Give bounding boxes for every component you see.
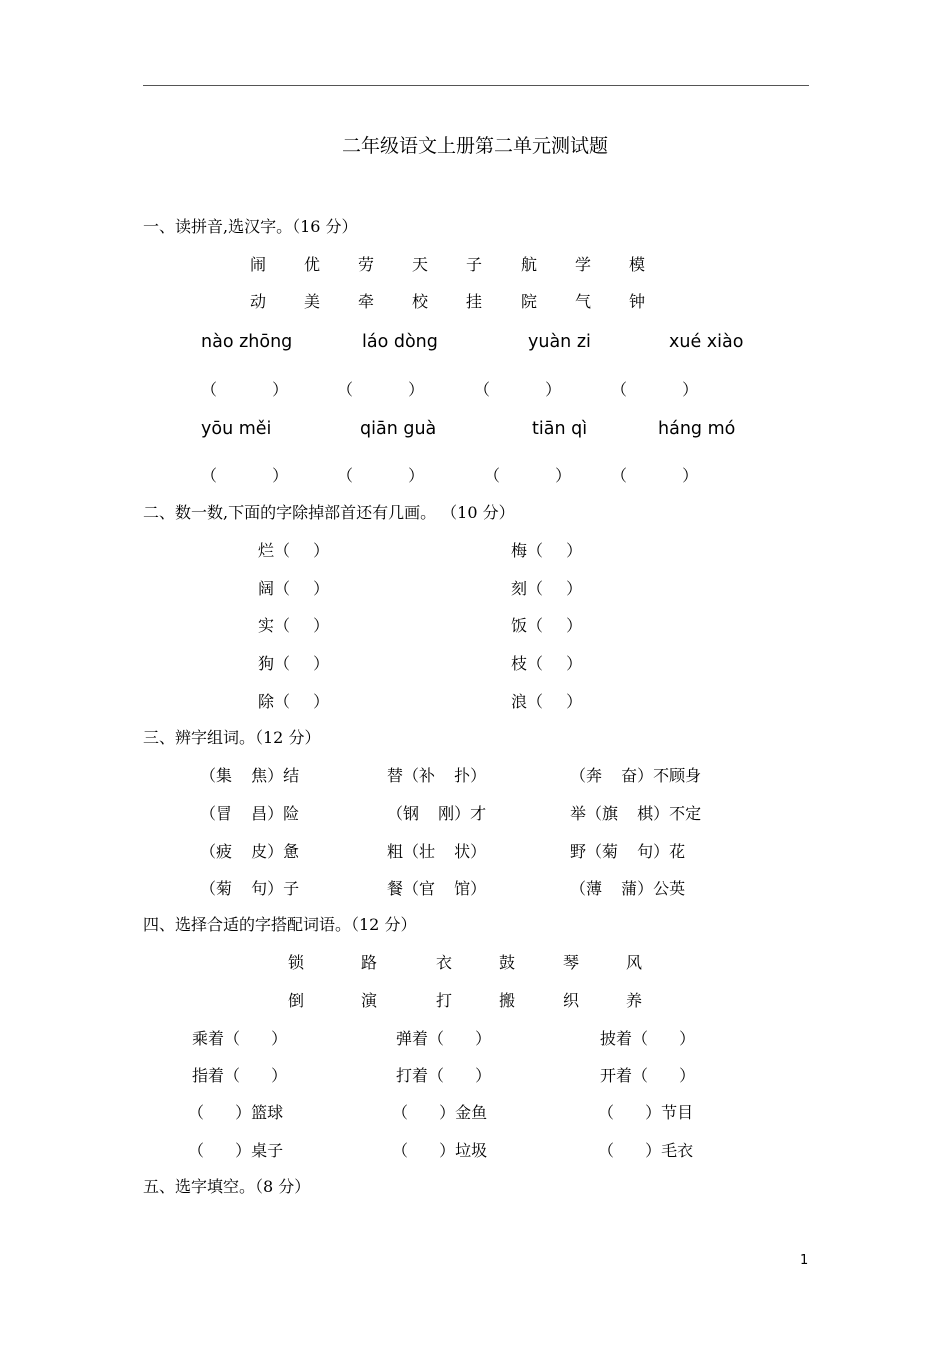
- page-number: 1: [800, 1253, 809, 1268]
- stroke-count-item[interactable]: 刻（ ）: [511, 579, 583, 598]
- char-option: 路: [361, 953, 378, 972]
- pinyin-prompt: xué xiào: [669, 332, 744, 352]
- match-item[interactable]: （ ）毛衣: [598, 1141, 694, 1160]
- word-choice-item[interactable]: 举（旗 棋）不定: [570, 804, 702, 823]
- char-option: 衣: [436, 953, 453, 972]
- section-5-heading: 五、选字填空。（8 分）: [143, 1177, 311, 1196]
- char-option: 倒: [288, 991, 305, 1010]
- word-choice-item[interactable]: （疲 皮）惫: [200, 842, 300, 861]
- match-item[interactable]: 乘着（ ）: [192, 1029, 288, 1048]
- pinyin-prompt: nào zhōng: [201, 332, 293, 352]
- char-option: 鼓: [499, 953, 516, 972]
- word-choice-item[interactable]: 野（菊 句）花: [570, 842, 686, 861]
- section-3-heading: 三、辨字组词。（12 分）: [143, 728, 321, 747]
- word-choice-item[interactable]: （冒 昌）险: [200, 804, 300, 823]
- char-option: 校: [412, 292, 429, 311]
- word-choice-item[interactable]: （集 焦）结: [200, 766, 300, 785]
- char-option: 气: [575, 292, 592, 311]
- match-item[interactable]: （ ）节目: [598, 1103, 694, 1122]
- char-option: 劳: [358, 255, 375, 274]
- char-option: 锁: [288, 953, 305, 972]
- match-item[interactable]: （ ）垃圾: [392, 1141, 488, 1160]
- char-option: 风: [626, 953, 643, 972]
- pinyin-prompt: háng mó: [658, 419, 736, 439]
- char-option: 优: [304, 255, 321, 274]
- pinyin-prompt: tiān qì: [532, 419, 588, 439]
- section-1-heading: 一、读拼音,选汉字。（16 分）: [143, 217, 358, 236]
- stroke-count-item[interactable]: 枝（ ）: [511, 654, 583, 673]
- match-item[interactable]: 打着（ ）: [396, 1066, 492, 1085]
- match-item[interactable]: （ ）桌子: [188, 1141, 284, 1160]
- char-option: 琴: [563, 953, 580, 972]
- answer-blank[interactable]: （ ）: [201, 380, 289, 399]
- match-item[interactable]: （ ）金鱼: [392, 1103, 488, 1122]
- answer-blank[interactable]: （ ）: [337, 380, 425, 399]
- char-option: 养: [626, 991, 643, 1010]
- pinyin-prompt: yōu měi: [201, 419, 272, 439]
- word-choice-item[interactable]: （奔 奋）不顾身: [570, 766, 702, 785]
- stroke-count-item[interactable]: 梅（ ）: [511, 541, 583, 560]
- char-option: 演: [361, 991, 378, 1010]
- answer-blank[interactable]: （ ）: [484, 466, 572, 485]
- char-option: 美: [304, 292, 321, 311]
- header-rule: [143, 85, 809, 86]
- stroke-count-item[interactable]: 烂（ ）: [258, 541, 330, 560]
- char-option: 动: [250, 292, 267, 311]
- char-option: 搬: [499, 991, 516, 1010]
- char-option: 学: [575, 255, 592, 274]
- page-title: 二年级语文上册第二单元测试题: [341, 135, 608, 157]
- answer-blank[interactable]: （ ）: [474, 380, 562, 399]
- char-option: 闹: [250, 255, 267, 274]
- char-option: 院: [521, 292, 538, 311]
- char-option: 钟: [629, 292, 646, 311]
- answer-blank[interactable]: （ ）: [201, 466, 289, 485]
- stroke-count-item[interactable]: 实（ ）: [258, 616, 330, 635]
- word-choice-item[interactable]: （薄 蒲）公英: [570, 879, 686, 898]
- word-choice-item[interactable]: 餐（官 馆）: [387, 879, 487, 898]
- char-option: 子: [466, 255, 483, 274]
- word-choice-item[interactable]: （菊 句）子: [200, 879, 300, 898]
- section-2-heading: 二、数一数,下面的字除掉部首还有几画。 （10 分）: [143, 503, 515, 522]
- char-option: 打: [436, 991, 453, 1010]
- answer-blank[interactable]: （ ）: [611, 380, 699, 399]
- match-item[interactable]: （ ）篮球: [188, 1103, 284, 1122]
- stroke-count-item[interactable]: 除（ ）: [258, 692, 330, 711]
- pinyin-prompt: yuàn zi: [528, 332, 591, 352]
- pinyin-prompt: qiān guà: [360, 419, 437, 439]
- stroke-count-item[interactable]: 狗（ ）: [258, 654, 330, 673]
- word-choice-item[interactable]: 替（补 扑）: [387, 766, 487, 785]
- char-option: 航: [521, 255, 538, 274]
- char-option: 织: [563, 991, 580, 1010]
- char-option: 天: [412, 255, 429, 274]
- stroke-count-item[interactable]: 阔（ ）: [258, 579, 330, 598]
- word-choice-item[interactable]: （钢 刚）才: [387, 804, 487, 823]
- pinyin-prompt: láo dòng: [362, 332, 438, 352]
- stroke-count-item[interactable]: 浪（ ）: [511, 692, 583, 711]
- word-choice-item[interactable]: 粗（壮 状）: [387, 842, 487, 861]
- char-option: 牵: [358, 292, 375, 311]
- match-item[interactable]: 弹着（ ）: [396, 1029, 492, 1048]
- section-4-heading: 四、选择合适的字搭配词语。（12 分）: [143, 915, 417, 934]
- stroke-count-item[interactable]: 饭（ ）: [511, 616, 583, 635]
- match-item[interactable]: 开着（ ）: [600, 1066, 696, 1085]
- match-item[interactable]: 披着（ ）: [600, 1029, 696, 1048]
- answer-blank[interactable]: （ ）: [611, 466, 699, 485]
- answer-blank[interactable]: （ ）: [337, 466, 425, 485]
- match-item[interactable]: 指着（ ）: [192, 1066, 288, 1085]
- char-option: 挂: [466, 292, 483, 311]
- char-option: 模: [629, 255, 646, 274]
